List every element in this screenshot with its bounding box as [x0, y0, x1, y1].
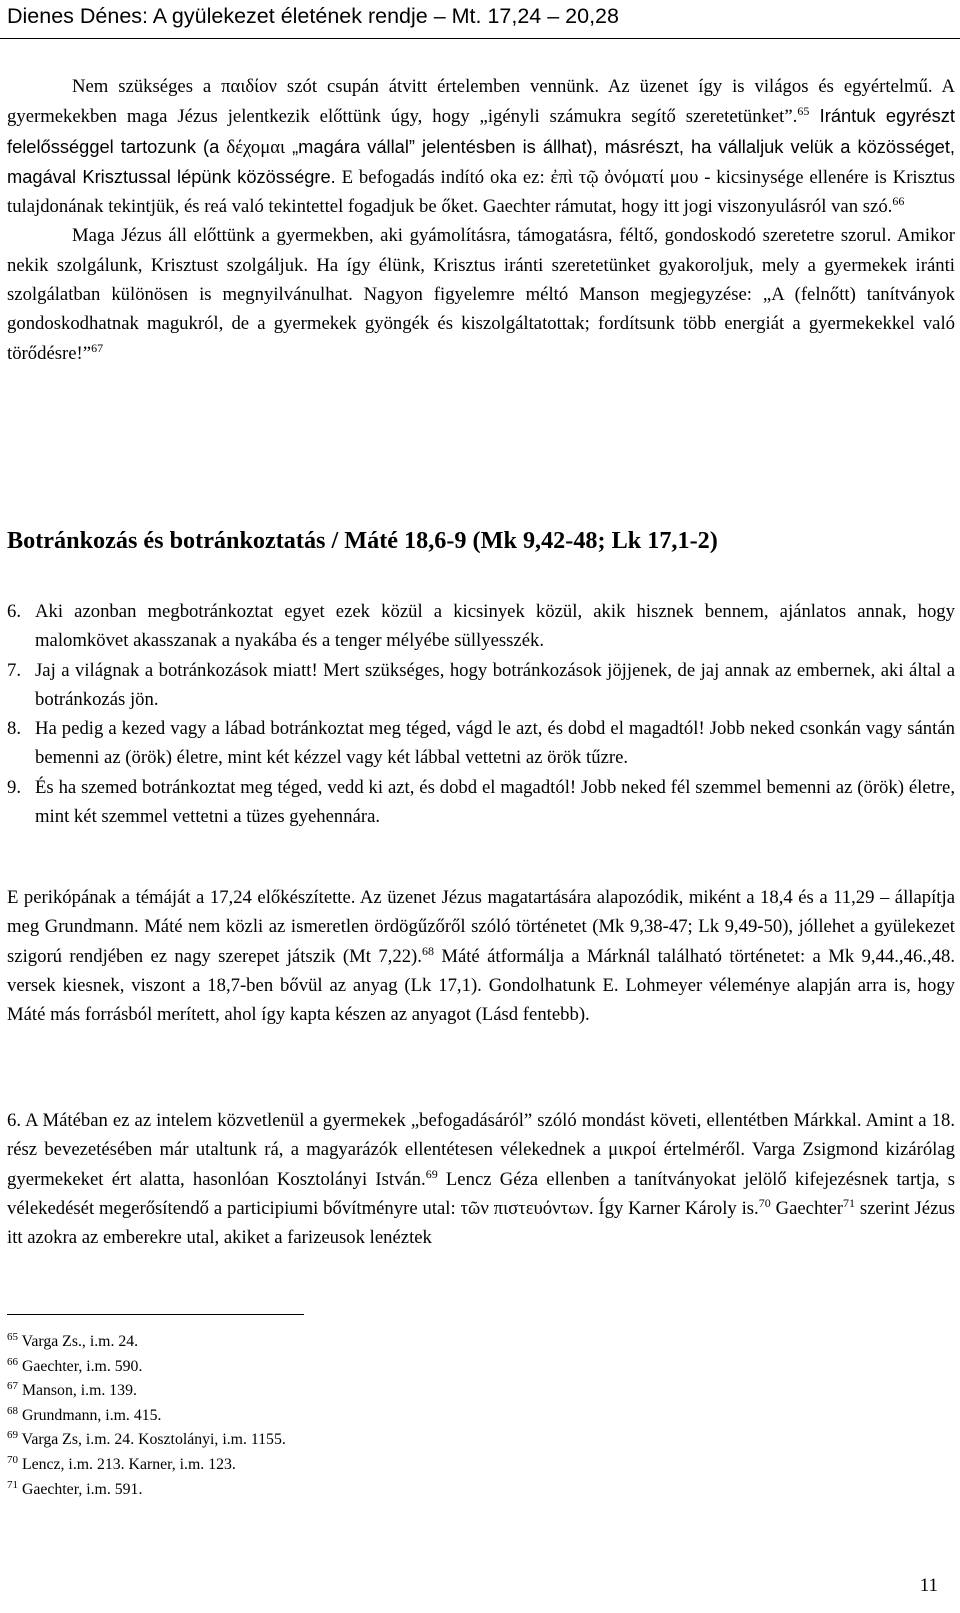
intro-section [7, 72, 955, 368]
verse-number: 9. [7, 776, 22, 798]
verse-item [7, 656, 955, 715]
running-header: Dienes Dénes: A gyülekezet életének rendje – Mt. 17,24 – 20,28 [7, 4, 619, 28]
greek-paidion: παιδίον [221, 76, 277, 97]
footnote-item [7, 1355, 286, 1380]
footnote-text: Grundmann, i.m. 415. [21, 1406, 162, 1424]
p1-text-a: Nem szükséges a [72, 76, 222, 97]
footnote-ref-66: 66 [892, 194, 905, 209]
footnote-item [7, 1404, 286, 1429]
verse-number: 7. [7, 659, 22, 681]
header-rule [0, 38, 960, 39]
greek-dechomai: δέχομαι [226, 136, 286, 158]
p1-text-e: E befogadás indító oka ez: [335, 166, 551, 188]
footnote-ref-69: 69 [425, 1166, 438, 1181]
paragraph-4 [7, 1106, 955, 1252]
footnote-number: 70 [7, 1453, 18, 1466]
footnote-ref-68: 68 [421, 943, 434, 958]
verse-number: 8. [7, 718, 22, 740]
footnote-number: 71 [7, 1478, 18, 1491]
p2-text-a: Maga Jézus áll előttünk a gyermekben, aki gyámolításra, támogatásra, féltő, gondoskodó szeretetre szorul. Amikor nekik szolgálunk, Krisztust szolgáljuk. Ha így élünk, Krisztus iránti szeretetünket gyakoroljuk, mely a gyermekek iránti szolgálatban különösen is megnyilvánulhat. [7, 225, 955, 306]
verse-text: És ha szemed botránkoztat meg téged, vedd ki azt, és dobd el magadtól! Jobb neked fél szemmel bemenni az (örök) életre, mint két szemmel vettetni a tüzes gyehennára. [35, 776, 955, 828]
section-heading: Botránkozás és botránkoztatás / Máté 18,6-9 (Mk 9,42-48; Lk 17,1-2) [7, 527, 718, 554]
footnote-item [7, 1428, 286, 1453]
paragraph-2 [7, 221, 955, 367]
footnote-number: 68 [7, 1404, 18, 1417]
footnote-list [7, 1330, 286, 1502]
p2-text-b: Nagyon figyelemre méltó Manson megjegyzése: „A (felnőtt) tanítványok gondoskodhatnak magukról, de a gyermekek gyöngék és kiszolgáltatottak; fordítsunk több energiát a gyermekekkel való törődésre!” [7, 284, 955, 364]
p1-text-b: szót csupán átvitt értelemben vennünk. Az üzenet így is világos és egyértelmű. A gyermekekben maga Jézus jelentkezik előttünk úgy, hogy „igényli számukra segítő szeretetünket”. [7, 76, 955, 128]
p4-text-e: Gaechter [770, 1197, 844, 1219]
p4-text-d: . Így Karner Károly is. [588, 1197, 759, 1219]
p3-text-a: E perikópának a témáját a 17,24 előkészítette. Az üzenet Jézus magatartására alapozódik, miként a 18,4 és a 11,29 – állapítja meg Grundmann. Máté nem közli az ismeretlen ördögűzőről szóló történetet (Mk 9,38-47; Lk 9,49-50), jóllehet a gyülekezet szigorú rendjében ez nagy szerepet játszik (Mt 7,22). [7, 887, 955, 967]
footnote-text: Varga Zs., i.m. 24. [21, 1333, 139, 1350]
p1-text-f: - kicsinysége ellenére is Krisztus tulajdonának tekintjük, és reá való tekintettel fogadjuk be őket. Gaechter rámutat, hogy itt jogi viszonyulásról van szó. [7, 166, 955, 218]
footnote-number: 69 [7, 1429, 18, 1442]
footnote-ref-70: 70 [758, 1195, 771, 1210]
greek-ton-pisteuonton: τῶν πιστευόντων [460, 1197, 589, 1219]
paragraph-1 [7, 72, 955, 221]
verse-number: 6. [7, 601, 22, 622]
footnote-ref-71: 71 [843, 1195, 856, 1210]
verse-item [7, 773, 955, 832]
verse-item [7, 714, 955, 773]
greek-mikroi: μικροί [608, 1139, 657, 1161]
footnote-item [7, 1379, 286, 1404]
footnote-ref-67: 67 [91, 340, 104, 355]
footnote-item [7, 1453, 286, 1478]
verse-text: Jaj a világnak a botránkozások miatt! Mert szükséges, hogy botránkozások jöjjenek, de jaj annak az embernek, aki által a botránkozás jön. [35, 659, 955, 710]
page-number: 11 [919, 1575, 938, 1596]
p4-text-a: 6. A Mátéban ez az intelem közvetlenül a gyermekek „befogadásáról” szóló mondást követi, ellentétben Márkkal. Amint a 18. rész bevezetésében már utaltunk rá, a magyarázók ellentétesen vélekednek a [7, 1110, 955, 1161]
p4-text-c: Lencz Géza ellenben a tanítványokat jelölő kifejezésnek tartja, s vélekedését megerősítendő a participiumi bővítményre utal: [7, 1168, 955, 1219]
verse-text: Ha pedig a kezed vagy a lábad botránkoztat meg téged, vágd le azt, és dobd el magadtól! Jobb neked csonkán vagy sántán bemenni az (örök) életre, mint két kézzel vagy két lábbal vettetni az örök tűzre. [35, 718, 955, 769]
verse-text: Aki azonban megbotránkoztat egyet ezek közül a kicsinyek közül, akik hisznek bennem, ajánlatos annak, hogy malomkövet akasszanak a nyakába és a tenger mélyébe süllyesszék. [35, 601, 955, 652]
footnote-separator [7, 1314, 304, 1315]
footnote-text: Gaechter, i.m. 590. [21, 1357, 143, 1375]
p1-text-d: „magára vállal” jelentésben is állhat), másrészt, ha vállaljuk velük a közösséget, magával Krisztussal lépünk közösségre. [7, 135, 955, 187]
footnote-number: 65 [7, 1331, 18, 1343]
commentary-paragraph-1 [7, 883, 955, 1029]
commentary-paragraph-2 [7, 1106, 955, 1252]
paragraph-3 [7, 883, 955, 1029]
p3-text-b: Máté átformálja a Márknál található történetet: a Mk 9,44.,46.,48. versek kiesnek, viszont a 18,7-ben bővül az anyag (Lk 17,1). Gondolhatunk E. Lohmeyer véleménye alapján arra is, hogy Máté más forrásból merített, ahol így kapta készen az anyagot (Lásd fentebb). [7, 945, 955, 1026]
footnote-item [7, 1330, 286, 1355]
footnote-text: Gaechter, i.m. 591. [21, 1480, 143, 1498]
footnote-text: Lencz, i.m. 213. Karner, i.m. 123. [21, 1455, 236, 1473]
footnote-text: Manson, i.m. 139. [21, 1382, 137, 1400]
footnote-number: 66 [7, 1355, 18, 1368]
footnote-text: Varga Zs, i.m. 24. Kosztolányi, i.m. 1155. [21, 1431, 286, 1449]
footnote-number: 67 [7, 1380, 18, 1393]
footnote-item [7, 1478, 286, 1503]
p1-text-c: Irántuk egyrészt felelősséggel tartozunk (a [7, 105, 956, 157]
p4-text-f: szerint Jézus itt azokra az emberekre utal, akiket a farizeusok lenéztek [7, 1197, 955, 1249]
verse-item [7, 597, 955, 656]
verse-list [7, 597, 955, 831]
footnote-ref-65: 65 [797, 104, 810, 119]
greek-epi-to-onomati: ἐπὶ τῷ ὀνόματί μου [550, 166, 699, 188]
p4-text-b: értelméről. Varga Zsigmond kizárólag gyermekeket ért alatta, hasonlóan Kosztolányi István. [7, 1139, 955, 1190]
